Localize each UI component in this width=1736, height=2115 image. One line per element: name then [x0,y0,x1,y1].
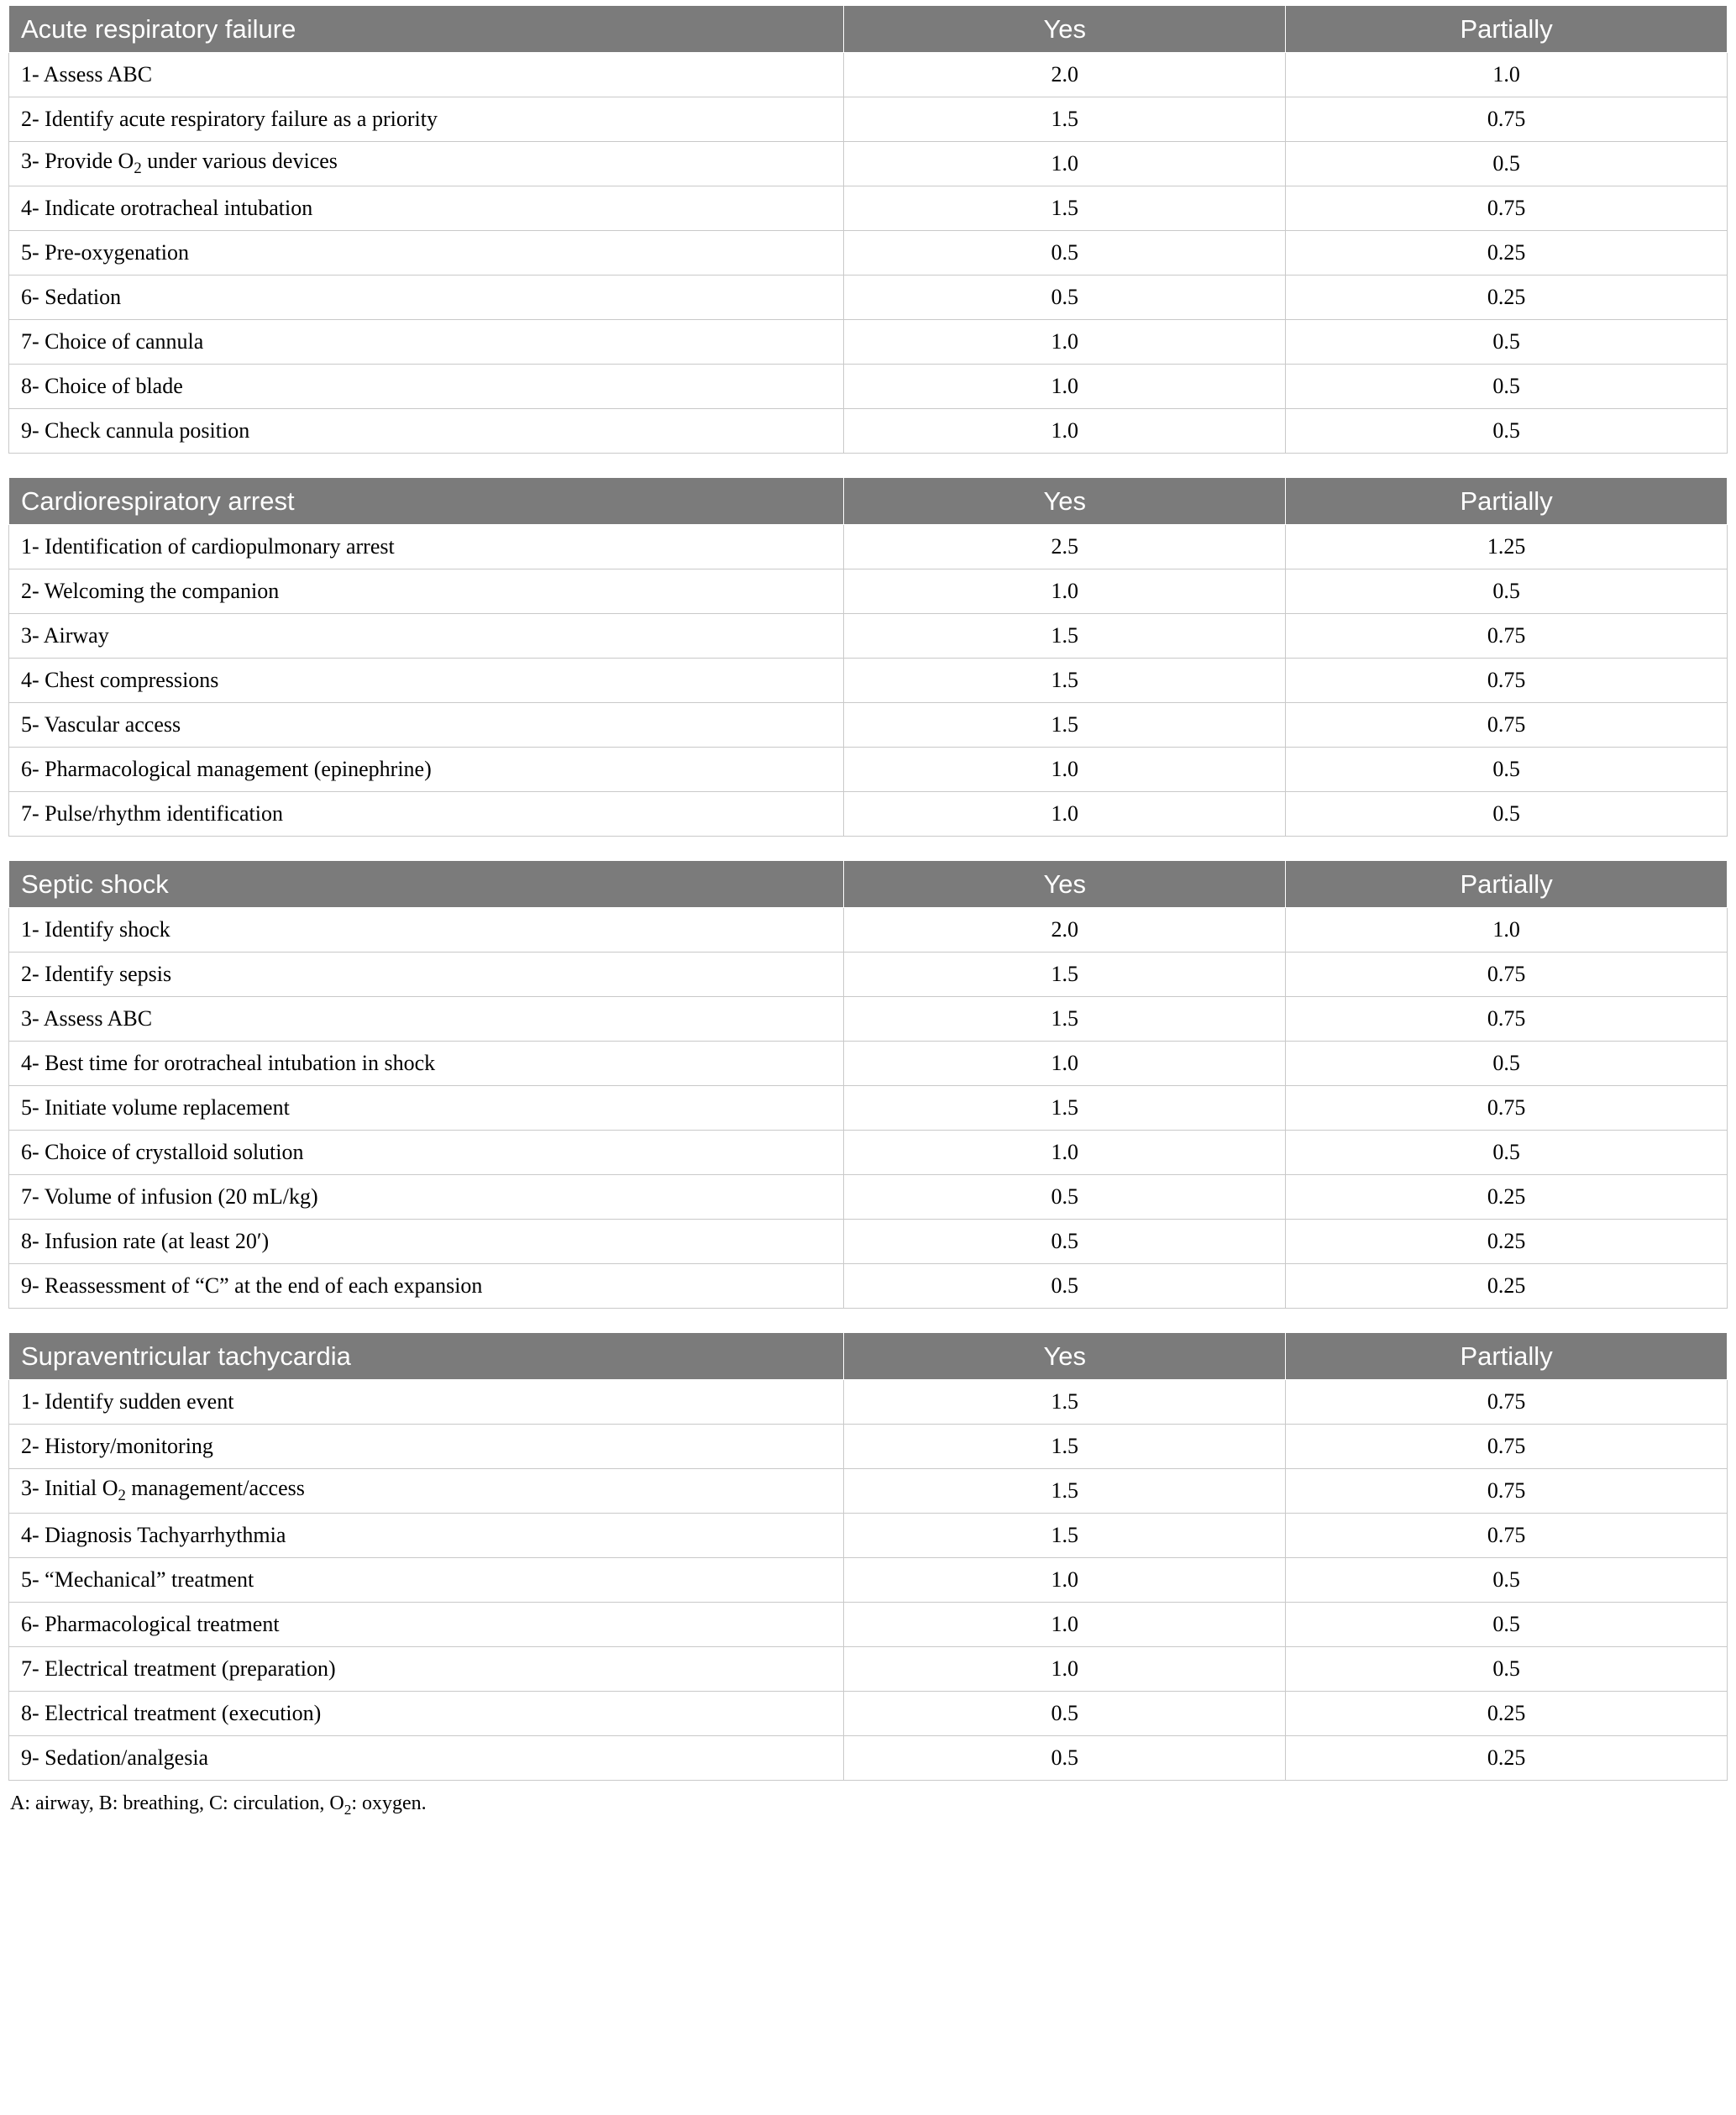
checklist-item: 5- Vascular access [9,703,844,748]
column-header-partially: Partially [1286,6,1728,53]
score-table [8,1332,1728,1781]
column-header-yes: Yes [844,478,1286,525]
score-partially: 0.75 [1286,703,1728,748]
score-yes: 1.0 [844,1647,1286,1692]
score-yes: 1.5 [844,97,1286,142]
checklist-item: 8- Infusion rate (at least 20′) [9,1220,844,1264]
table-row [9,703,1728,748]
checklist-item: 8- Electrical treatment (execution) [9,1692,844,1736]
table-row [9,1220,1728,1264]
score-yes: 1.0 [844,748,1286,792]
score-yes: 1.5 [844,997,1286,1042]
table-row [9,1042,1728,1086]
checklist-item: 7- Pulse/rhythm identification [9,792,844,837]
score-table [8,5,1728,454]
table-row [9,142,1728,186]
table-row [9,748,1728,792]
score-yes: 1.5 [844,1469,1286,1514]
score-partially: 0.75 [1286,186,1728,231]
score-yes: 1.5 [844,659,1286,703]
score-yes: 1.0 [844,1558,1286,1603]
score-yes: 0.5 [844,276,1286,320]
score-yes: 1.0 [844,792,1286,837]
checklist-item: 4- Diagnosis Tachyarrhythmia [9,1514,844,1558]
table-row [9,53,1728,97]
score-yes: 0.5 [844,1264,1286,1309]
score-partially: 0.75 [1286,97,1728,142]
score-yes: 1.0 [844,1603,1286,1647]
score-partially: 0.25 [1286,1264,1728,1309]
checklist-item: 9- Check cannula position [9,409,844,454]
score-partially: 0.75 [1286,1086,1728,1131]
score-yes: 1.0 [844,569,1286,614]
score-yes: 1.5 [844,953,1286,997]
table-header-row [9,1333,1728,1380]
table-footnote: A: airway, B: breathing, C: circulation, $O_2$: oxygen. [10,1792,427,1818]
score-yes: 2.0 [844,908,1286,953]
table-row [9,1558,1728,1603]
table-row [9,792,1728,837]
table-row [9,997,1728,1042]
table-row [9,569,1728,614]
score-yes: 1.5 [844,614,1286,659]
score-partially: 0.75 [1286,1469,1728,1514]
score-yes: 2.0 [844,53,1286,97]
table-row [9,908,1728,953]
score-partially: 0.75 [1286,1514,1728,1558]
score-partially: 0.25 [1286,1220,1728,1264]
table-row [9,1380,1728,1425]
score-partially: 1.25 [1286,525,1728,569]
checklist-item: 9- Reassessment of “C” at the end of each expansion [9,1264,844,1309]
checklist-item: 7- Electrical treatment (preparation) [9,1647,844,1692]
table-row [9,1603,1728,1647]
table-row [9,1647,1728,1692]
checklist-item: 6- Choice of crystalloid solution [9,1131,844,1175]
checklist-item: 3- Assess ABC [9,997,844,1042]
table-row [9,276,1728,320]
table-row [9,1425,1728,1469]
table-row [9,1175,1728,1220]
table-row [9,1469,1728,1514]
scenario-title: Supraventricular tachycardia [9,1333,844,1380]
score-yes: 1.5 [844,703,1286,748]
checklist-item: 7- Volume of infusion (20 mL/kg) [9,1175,844,1220]
table-row [9,525,1728,569]
checklist-item: 2- Welcoming the companion [9,569,844,614]
checklist-item: 1- Identify sudden event [9,1380,844,1425]
score-partially: 0.75 [1286,997,1728,1042]
score-partially: 0.75 [1286,1425,1728,1469]
score-yes: 1.5 [844,1086,1286,1131]
checklist-item: 2- History/monitoring [9,1425,844,1469]
score-partially: 0.75 [1286,659,1728,703]
table-row [9,97,1728,142]
table-row [9,1692,1728,1736]
score-partially: 0.25 [1286,1736,1728,1781]
score-partially: 0.5 [1286,1042,1728,1086]
checklist-item: 4- Indicate orotracheal intubation [9,186,844,231]
score-yes: 0.5 [844,1692,1286,1736]
column-header-partially: Partially [1286,1333,1728,1380]
score-partially: 0.5 [1286,1558,1728,1603]
checklist-item: 2- Identify acute respiratory failure as a priority [9,97,844,142]
score-partially: 0.5 [1286,792,1728,837]
score-partially: 0.25 [1286,231,1728,276]
score-partially: 1.0 [1286,908,1728,953]
checklist-item: 6- Pharmacological management (epinephrine) [9,748,844,792]
score-partially: 0.5 [1286,365,1728,409]
checklist-item: 1- Assess ABC [9,53,844,97]
checklist-item: 6- Sedation [9,276,844,320]
table-row [9,320,1728,365]
scenario-title: Acute respiratory failure [9,6,844,53]
table-row [9,1264,1728,1309]
checklist-item: 4- Chest compressions [9,659,844,703]
score-yes: 1.0 [844,1131,1286,1175]
checklist-item: 3- Initial $O_2$ management/access [9,1469,844,1514]
table-header-row [9,861,1728,908]
checklist-item: 7- Choice of cannula [9,320,844,365]
score-yes: 1.5 [844,186,1286,231]
scenario-title: Septic shock [9,861,844,908]
score-yes: 0.5 [844,1736,1286,1781]
score-partially: 1.0 [1286,53,1728,97]
table-row [9,659,1728,703]
table-row [9,953,1728,997]
score-yes: 1.0 [844,320,1286,365]
score-table [8,860,1728,1309]
tables-container [8,5,1728,1781]
score-yes: 0.5 [844,1175,1286,1220]
score-yes: 1.5 [844,1425,1286,1469]
column-header-partially: Partially [1286,478,1728,525]
score-partially: 0.5 [1286,748,1728,792]
score-partially: 0.75 [1286,614,1728,659]
checklist-item: 1- Identification of cardiopulmonary arrest [9,525,844,569]
column-header-yes: Yes [844,6,1286,53]
score-partially: 0.5 [1286,409,1728,454]
score-yes: 1.0 [844,1042,1286,1086]
score-yes: 2.5 [844,525,1286,569]
column-header-yes: Yes [844,1333,1286,1380]
score-partially: 0.5 [1286,1603,1728,1647]
table-header-row [9,478,1728,525]
score-yes: 0.5 [844,1220,1286,1264]
score-partially: 0.5 [1286,569,1728,614]
score-partially: 0.5 [1286,1131,1728,1175]
scenario-title: Cardiorespiratory arrest [9,478,844,525]
score-yes: 1.5 [844,1380,1286,1425]
checklist-item: 5- “Mechanical” treatment [9,1558,844,1603]
table-row [9,614,1728,659]
score-yes: 1.0 [844,409,1286,454]
checklist-item: 2- Identify sepsis [9,953,844,997]
score-partially: 0.75 [1286,1380,1728,1425]
checklist-item: 5- Initiate volume replacement [9,1086,844,1131]
score-yes: 0.5 [844,231,1286,276]
checklist-item: 4- Best time for orotracheal intubation in shock [9,1042,844,1086]
table-row [9,186,1728,231]
column-header-partially: Partially [1286,861,1728,908]
table-row [9,231,1728,276]
table-row [9,1131,1728,1175]
score-partially: 0.5 [1286,1647,1728,1692]
column-header-yes: Yes [844,861,1286,908]
score-partially: 0.75 [1286,953,1728,997]
checklist-item: 5- Pre-oxygenation [9,231,844,276]
checklist-item: 3- Provide $O_2$ under various devices [9,142,844,186]
table-row [9,365,1728,409]
checklist-item: 3- Airway [9,614,844,659]
checklist-item: 8- Choice of blade [9,365,844,409]
score-partially: 0.25 [1286,1175,1728,1220]
table-row [9,409,1728,454]
table-header-row [9,6,1728,53]
score-partially: 0.25 [1286,1692,1728,1736]
score-table [8,477,1728,837]
score-yes: 1.0 [844,365,1286,409]
table-row [9,1736,1728,1781]
table-row [9,1514,1728,1558]
checklist-item: 9- Sedation/analgesia [9,1736,844,1781]
checklist-item: 6- Pharmacological treatment [9,1603,844,1647]
table-row [9,1086,1728,1131]
score-yes: 1.5 [844,1514,1286,1558]
score-partially: 0.5 [1286,320,1728,365]
score-yes: 1.0 [844,142,1286,186]
checklist-item: 1- Identify shock [9,908,844,953]
score-partially: 0.25 [1286,276,1728,320]
score-partially: 0.5 [1286,142,1728,186]
